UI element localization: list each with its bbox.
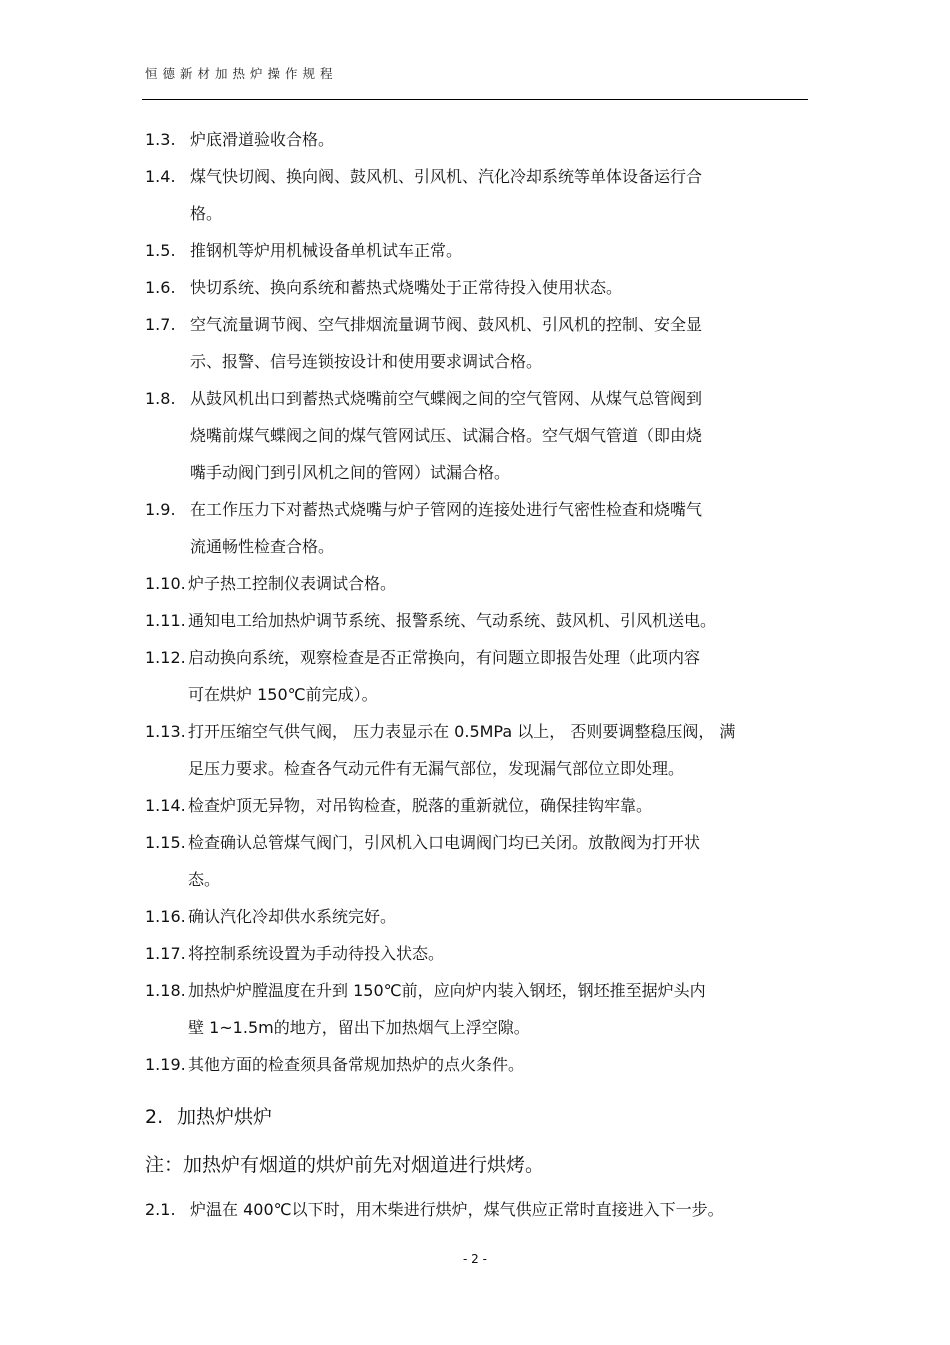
list-item [145,491,815,565]
item-text [145,1046,815,1083]
page-header: 恒德新材加热炉操作规程 [145,66,338,81]
note-text: 注：加热炉有烟道的烘炉前先对烟道进行烘烤。 [145,1154,545,1176]
list-item [145,602,815,639]
list-item [145,380,815,491]
list-item [145,935,815,972]
item-number: 1.4. [145,167,176,186]
item-text-line: 流通畅性检查合格。 [190,537,335,556]
item-text-line: 空气流量调节阀、空气排烟流量调节阀、鼓风机、引风机的控制、安全显 [190,315,703,334]
item-text-line: 炉底滑道验收合格。 [190,130,335,149]
item-text-line: 通知电工给加热炉调节系统、报警系统、气动系统、鼓风机、引风机送电。 [188,611,717,630]
item-number: 1.11. [145,611,186,630]
item-text [145,935,815,972]
item-number: 2.1. [145,1200,176,1219]
item-number: 1.8. [145,389,176,408]
list-item [145,565,815,602]
item-text [145,972,815,1046]
list-item [145,639,815,713]
item-text [145,898,815,935]
item-text [145,158,815,232]
item-text [145,565,815,602]
item-text [145,713,815,787]
list-item [145,787,815,824]
list-item [145,972,815,1046]
item-text-line: 检查炉顶无异物，对吊钩检查，脱落的重新就位，确保挂钩牢靠。 [188,796,653,815]
item-text-line: 烧嘴前煤气蝶阀之间的煤气管网试压、试漏合格。空气烟气管道（即由烧 [190,426,703,445]
item-number: 1.14. [145,796,186,815]
item-text [145,491,815,565]
item-text [145,121,815,158]
item-text-line: 壁 1~1.5m的地方，留出下加热烟气上浮空隙。 [188,1018,530,1037]
item-number: 1.19. [145,1055,186,1074]
item-number: 1.5. [145,241,176,260]
checklist-items [145,121,815,1083]
item-number: 1.15. [145,833,186,852]
item-number: 1.12. [145,648,186,667]
item-text-line: 从鼓风机出口到蓄热式烧嘴前空气蝶阀之间的空气管网、从煤气总管阀到 [190,389,703,408]
item-text-line: 打开压缩空气供气阀， 压力表显示在 0.5MPa 以上， 否则要调整稳压阀， 满 [188,722,736,741]
item-text-line: 其他方面的检查须具备常规加热炉的点火条件。 [188,1055,525,1074]
item-number: 1.6. [145,278,176,297]
item-number: 1.13. [145,722,186,741]
list-item [145,121,815,158]
page-number: - 2 - [463,1252,487,1266]
list-item [145,306,815,380]
item-text [145,787,815,824]
item-text: 炉温在 400℃以下时，用木柴进行烘炉，煤气供应正常时直接进入下一步。 [190,1200,724,1219]
item-number: 1.10. [145,574,186,593]
list-item [145,1191,815,1228]
item-text-line: 格。 [190,204,223,223]
section-number: 2. [145,1106,164,1128]
list-item [145,269,815,306]
item-text-line: 炉子热工控制仪表调试合格。 [188,574,397,593]
section-heading [145,1102,272,1129]
item-text-line: 将控制系统设置为手动待投入状态。 [188,944,445,963]
item-text-line: 加热炉炉膛温度在升到 150℃前，应向炉内装入钢坯，钢坯推至据炉头内 [188,981,706,1000]
list-item [145,898,815,935]
item-text [145,639,815,713]
section-title: 加热炉烘炉 [177,1106,273,1128]
item-number: 1.3. [145,130,176,149]
item-text-line: 推钢机等炉用机械设备单机试车正常。 [190,241,463,260]
item-text [145,269,815,306]
item-number: 1.9. [145,500,176,519]
item-text [145,824,815,898]
item-number: 1.18. [145,981,186,1000]
item-number: 1.7. [145,315,176,334]
item-text-line: 快切系统、换向系统和蓄热式烧嘴处于正常待投入使用状态。 [190,278,623,297]
item-text-line: 嘴手动阀门到引风机之间的管网）试漏合格。 [190,463,511,482]
list-item [145,158,815,232]
item-text-line: 确认汽化冷却供水系统完好。 [188,907,397,926]
item-text-line: 态。 [188,870,221,889]
item-text [145,306,815,380]
header-rule [142,99,808,100]
item-text [145,602,815,639]
item-text-line: 启动换向系统，观察检查是否正常换向，有问题立即报告处理（此项内容 [188,648,701,667]
list-item [145,713,815,787]
item-text-line: 在工作压力下对蓄热式烧嘴与炉子管网的连接处进行气密性检查和烧嘴气 [190,500,703,519]
item-number: 1.16. [145,907,186,926]
item-text-line: 可在烘炉 150℃前完成）。 [188,685,378,704]
item-text-line: 煤气快切阀、换向阀、鼓风机、引风机、汽化冷却系统等单体设备运行合 [190,167,703,186]
item-text [145,380,815,491]
item-text-line: 足压力要求。检查各气动元件有无漏气部位，发现漏气部位立即处理。 [188,759,685,778]
list-item [145,1046,815,1083]
list-item [145,232,815,269]
item-number: 1.17. [145,944,186,963]
item-text-line: 检查确认总管煤气阀门，引风机入口电调阀门均已关闭。放散阀为打开状 [188,833,701,852]
item-text [145,232,815,269]
list-item [145,824,815,898]
item-text-line: 示、报警、信号连锁按设计和使用要求调试合格。 [190,352,543,371]
